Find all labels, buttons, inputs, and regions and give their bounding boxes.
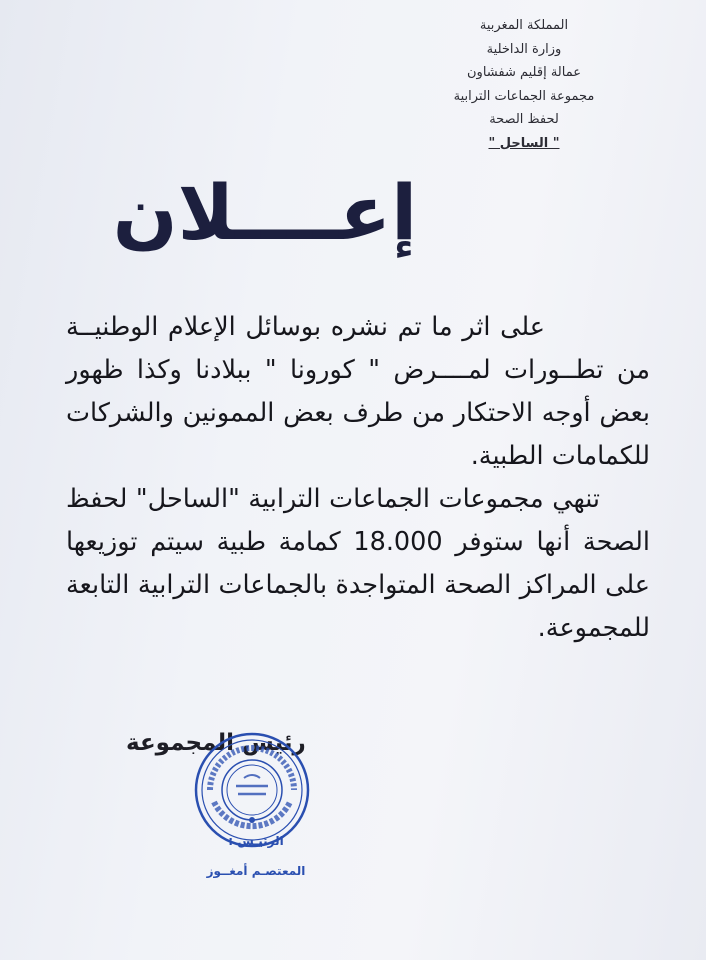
letterhead-line: المملكة المغربية <box>479 18 569 33</box>
body-paragraph-1: على اثر ما تم نشره بوسائل الإعلام الوطنيــة من تطــورات لمــــرض " كورونا " ببلادنا وكذا ظهور بعض أوجه الاحتكار من طرف بعض الممونين والشركات للكمامات الطبية. <box>66 312 650 471</box>
body-paragraph-2: تنهي مجموعات الجماعات الترابية "الساحل" لحفظ الصحة أنها ستوفر 18.000 كمامة طبية سيتم توزيعها على المراكز الصحة المتواجدة بالجماعات الترابية التابعة للمجموعة. <box>66 484 650 643</box>
announcement-body <box>66 306 650 650</box>
stamp-name: المعتصـم أمغــوز <box>206 864 306 878</box>
letterhead-line: لحفظ الصحة <box>489 112 559 127</box>
stamp-signature <box>196 826 316 886</box>
letterhead-line: مجموعة الجماعات الترابية <box>453 88 595 104</box>
letterhead-line: وزارة الداخلية <box>486 41 562 57</box>
signature-label: رئيس المجموعة <box>126 730 306 756</box>
letterhead-group-name: " الساحل " <box>488 135 560 151</box>
stamp-title: الرئيـس : <box>228 834 284 848</box>
letterhead-line: عمالة إقليم شفشاون <box>467 65 581 80</box>
letterhead <box>394 14 654 155</box>
announcement-title: إعــــلان <box>112 168 418 257</box>
